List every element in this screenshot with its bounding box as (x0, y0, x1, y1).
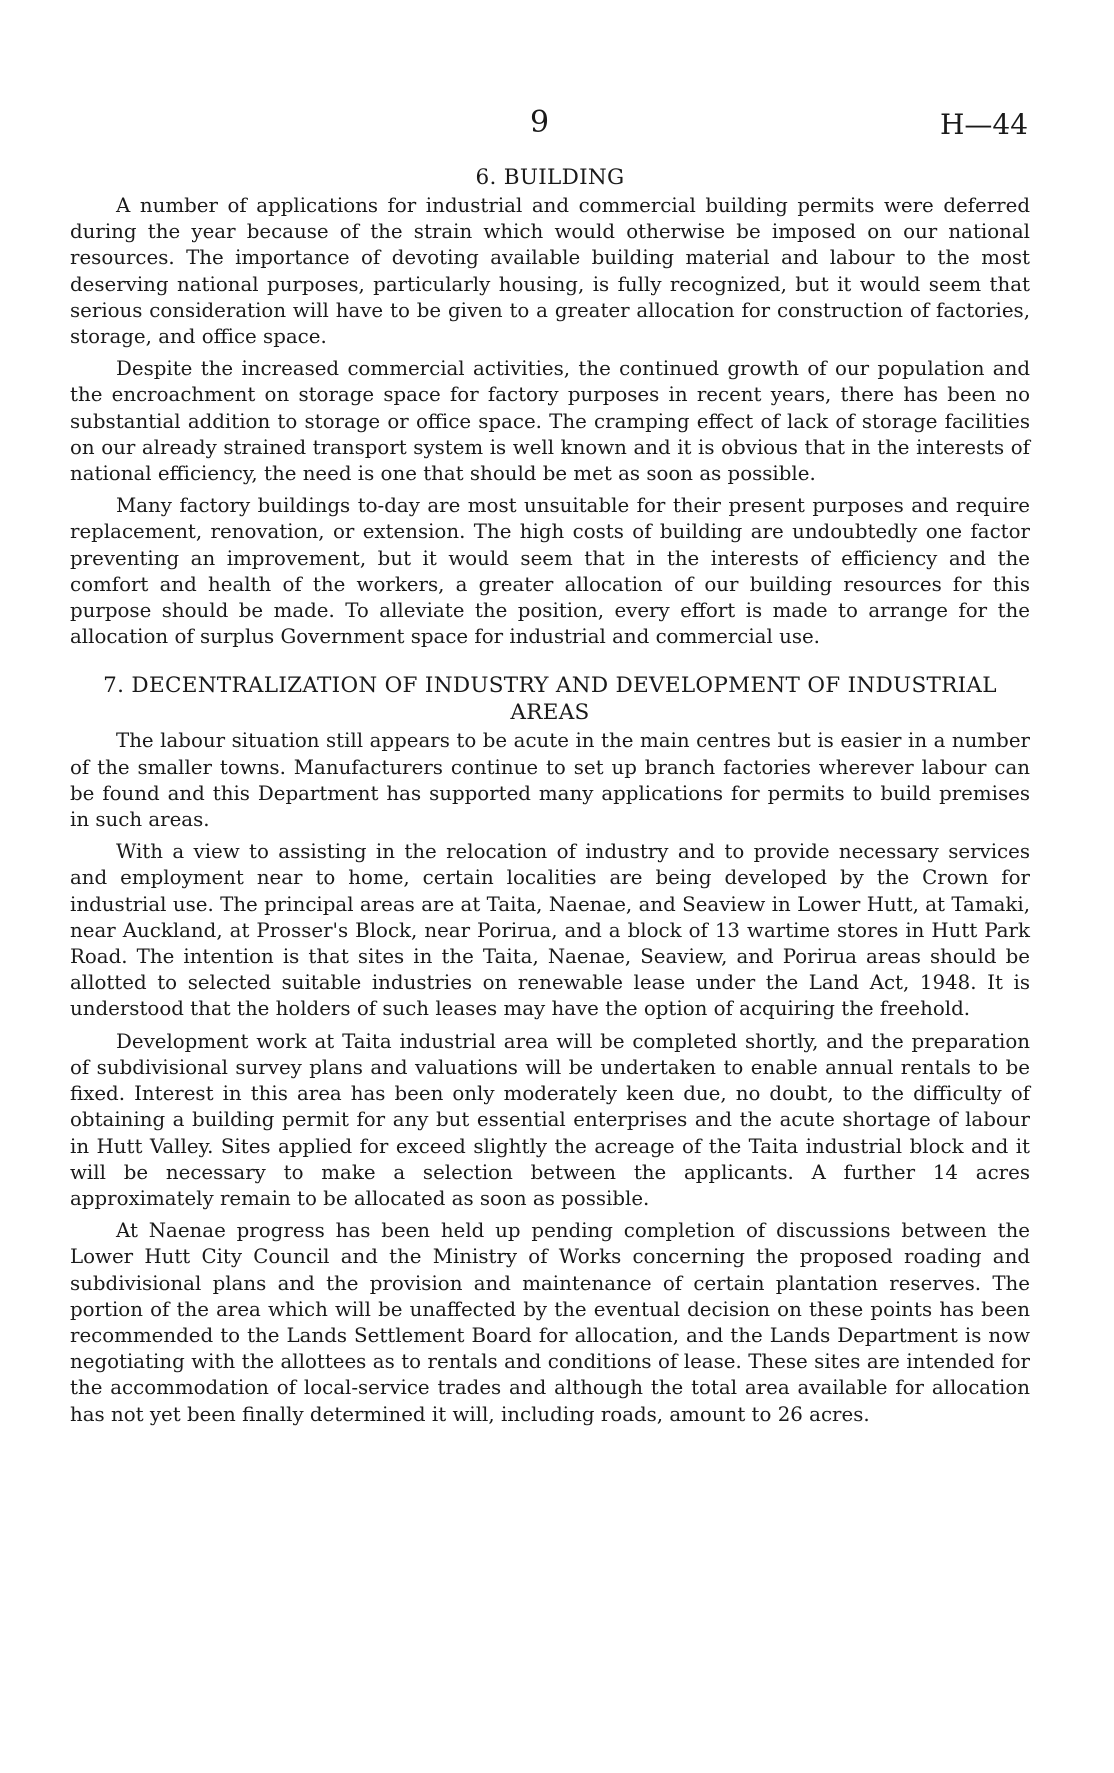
section-heading-building: 6. BUILDING (475, 165, 625, 190)
paragraph: Development work at Taita industrial area will be completed shortly, and the preparation of subdivisional survey plans and valuations will be undertaken to enable annual rentals to be fixed. Interest in this area has been only moderately keen due, no doubt, to the difficulty of obtaining a building permit for any but essential enterprises and the acute shortage of labour in Hutt Valley. Sites applied for exceed slightly the acreage of the Taita industrial block and it will be necessary to make a selection between the applicants. A further 14 acres approximately remain to be allocated as soon as possible. (70, 1029, 1030, 1210)
paragraph: Many factory buildings to-day are most unsuitable for their present purposes and require replacement, renovation, or extension. The high costs of building are undoubtedly one factor preventing an improvement, but it would seem that in the interests of efficiency and the comfort and health of the workers, a greater allocation of our building resources for this purpose should be made. To alleviate the position, every effort is made to arrange for the allocation of surplus Government space for industrial and commercial use. (70, 494, 1030, 649)
paragraph: Despite the increased commercial activities, the continued growth of our population and the encroachment on storage space for factory purposes in recent years, there has been no substantial addition to storage or office space. The cramping effect of lack of storage facilities on our already strained transport system is well known and it is obvious that in the interests of national efficiency, the need is one that should be met as soon as possible. (70, 357, 1030, 486)
paragraph: With a view to assisting in the relocation of industry and to provide necessary services and employment near to home, certain localities are being developed by the Crown for industrial use. The principal areas are at Taita, Naenae, and Seaview in Lower Hutt, at Tamaki, near Auckland, at Prosser's Block, near Porirua, and a block of 13 wartime stores in Hutt Park Road. The intention is that sites in the Taita, Naenae, Seaview, and Porirua areas should be allotted to selected suitable industries on renewable lease under the Land Act, 1948. It is understood that the holders of such leases may have the option of acquiring the freehold. (70, 840, 1030, 1021)
page-content (70, 164, 1030, 1428)
paragraph: A number of applications for industrial and commercial building permits were deferred during the year because of the strain which would otherwise be imposed on our national resources. The importance of devoting available building material and labour to the most deserving national purposes, particularly housing, is fully recognized, but it would seem that serious consideration will have to be given to a greater allocation for construction of factories, storage, and office space. (70, 194, 1030, 349)
document-reference: H—44 (940, 108, 1029, 141)
page-number: 9 (530, 105, 550, 140)
paragraph: At Naenae progress has been held up pending completion of discussions between the Lower Hutt City Council and the Ministry of Works concerning the proposed roading and subdivisional plans and the provision and maintenance of certain plantation reserves. The portion of the area which will be unaffected by the eventual decision on these points has been recommended to the Lands Settlement Board for allocation, and the Lands Department is now negotiating with the allottees as to rentals and conditions of lease. These sites are intended for the accommodation of local-service trades and although the total area available for allocation has not yet been finally determined it will, including roads, amount to 26 acres. (70, 1219, 1030, 1426)
paragraph: The labour situation still appears to be acute in the main centres but is easier in a number of the smaller towns. Manufacturers continue to set up branch factories wherever labour can be found and this Department has supported many applications for permits to build premises in such areas. (70, 729, 1030, 832)
section-heading-line: 7. DECENTRALIZATION OF INDUSTRY AND DEVELOPMENT OF INDUSTRIAL (103, 673, 997, 699)
section-heading-decentralization (70, 672, 1030, 726)
section-heading-line: AREAS (510, 700, 590, 726)
